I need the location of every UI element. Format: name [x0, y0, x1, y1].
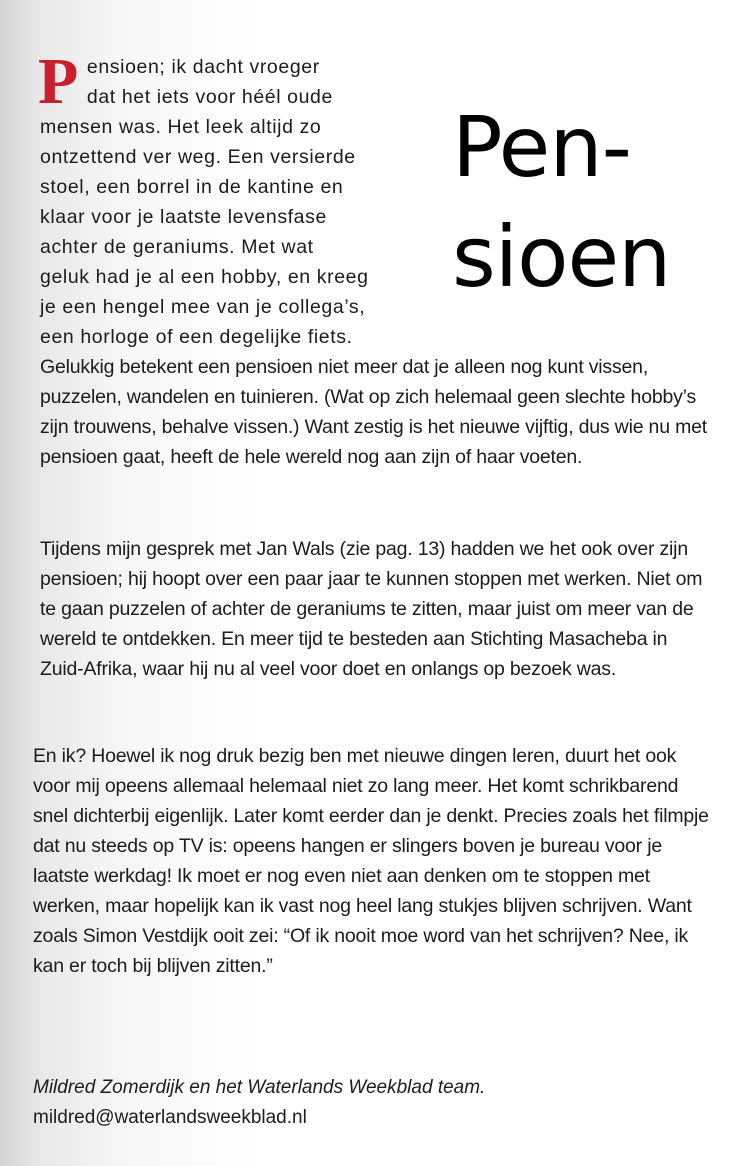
paragraph-2: Tijdens mijn gesprek met Jan Wals (zie pag. 13) hadden we het ook over zijn pensioen; hij hoopt over een paar jaar te kunnen stoppen met werken. Niet om te gaan puzzelen of achter de geraniums te zitten, maar juist om meer van de wereld te ontdekken. En meer tijd te besteden aan Stichting Masacheba in Zuid-Afrika, waar hij nu al veel voor doet en onlangs op bezoek was. [40, 538, 703, 680]
drop-cap: P [38, 45, 79, 118]
intro-line: geluk had je al een hobby, en kreeg [40, 266, 369, 288]
intro-line: klaar voor je laatste levensfase [40, 206, 327, 228]
intro-line: stoel, een borrel in de kantine en [40, 176, 344, 198]
intro-line: mensen was. Het leek altijd zo [40, 116, 322, 138]
intro-line: je een hengel mee van je collega’s, [40, 296, 366, 318]
article-title [452, 92, 670, 312]
title-line-2: sioen [452, 208, 671, 306]
intro-line: achter de geraniums. Met wat [40, 236, 314, 258]
paragraph-1-continued [40, 352, 710, 502]
paragraph-3: En ik? Hoewel ik nog druk bezig ben met nieuwe dingen leren, duurt het ook voor mij opeens allemaal helemaal niet zo lang meer. Het komt schrikbarend snel dichterbij eigenlijk. Later komt eerder dan je denkt. Precies zoals het filmpje dat nu steeds op TV is: opeens hangen er slingers boven je bureau voor je laatste werkdag! Ik moet er nog even niet aan denken om te stoppen met werken, maar hopelijk kan ik vast nog heel lang stukjes blijven schrijven. Want zoals Simon Vestdijk ooit zei: “Of ik nooit moe word van het schrijven? Nee, ik kan er toch bij blijven zitten.” [33, 745, 709, 977]
intro-line: een horloge of een degelijke fiets. [40, 326, 353, 348]
intro-line: ontzettend ver weg. Een versierde [40, 146, 356, 168]
title-line-1: Pen- [452, 98, 631, 196]
intro-line: ensioen; ik dacht vroeger [86, 56, 320, 78]
paragraph-1-text: Gelukkig betekent een pensioen niet meer dat je alleen nog kunt vissen, puzzelen, wandelen en tuinieren. (Wat op zich helemaal geen slechte hobby’s zijn trouwens, behalve vissen.) Want zestig is het nieuwe vijftig, dus wie nu met pensioen gaat, heeft de hele wereld nog aan zijn of haar voeten. [40, 356, 707, 468]
signature [33, 1073, 485, 1133]
intro-line: dat het iets voor héél oude [86, 86, 333, 108]
signature-name: Mildred Zomerdijk en het Waterlands Weekblad team. [33, 1077, 486, 1098]
signature-email[interactable]: mildred@waterlandsweekblad.nl [33, 1107, 307, 1128]
intro-paragraph [38, 45, 420, 352]
